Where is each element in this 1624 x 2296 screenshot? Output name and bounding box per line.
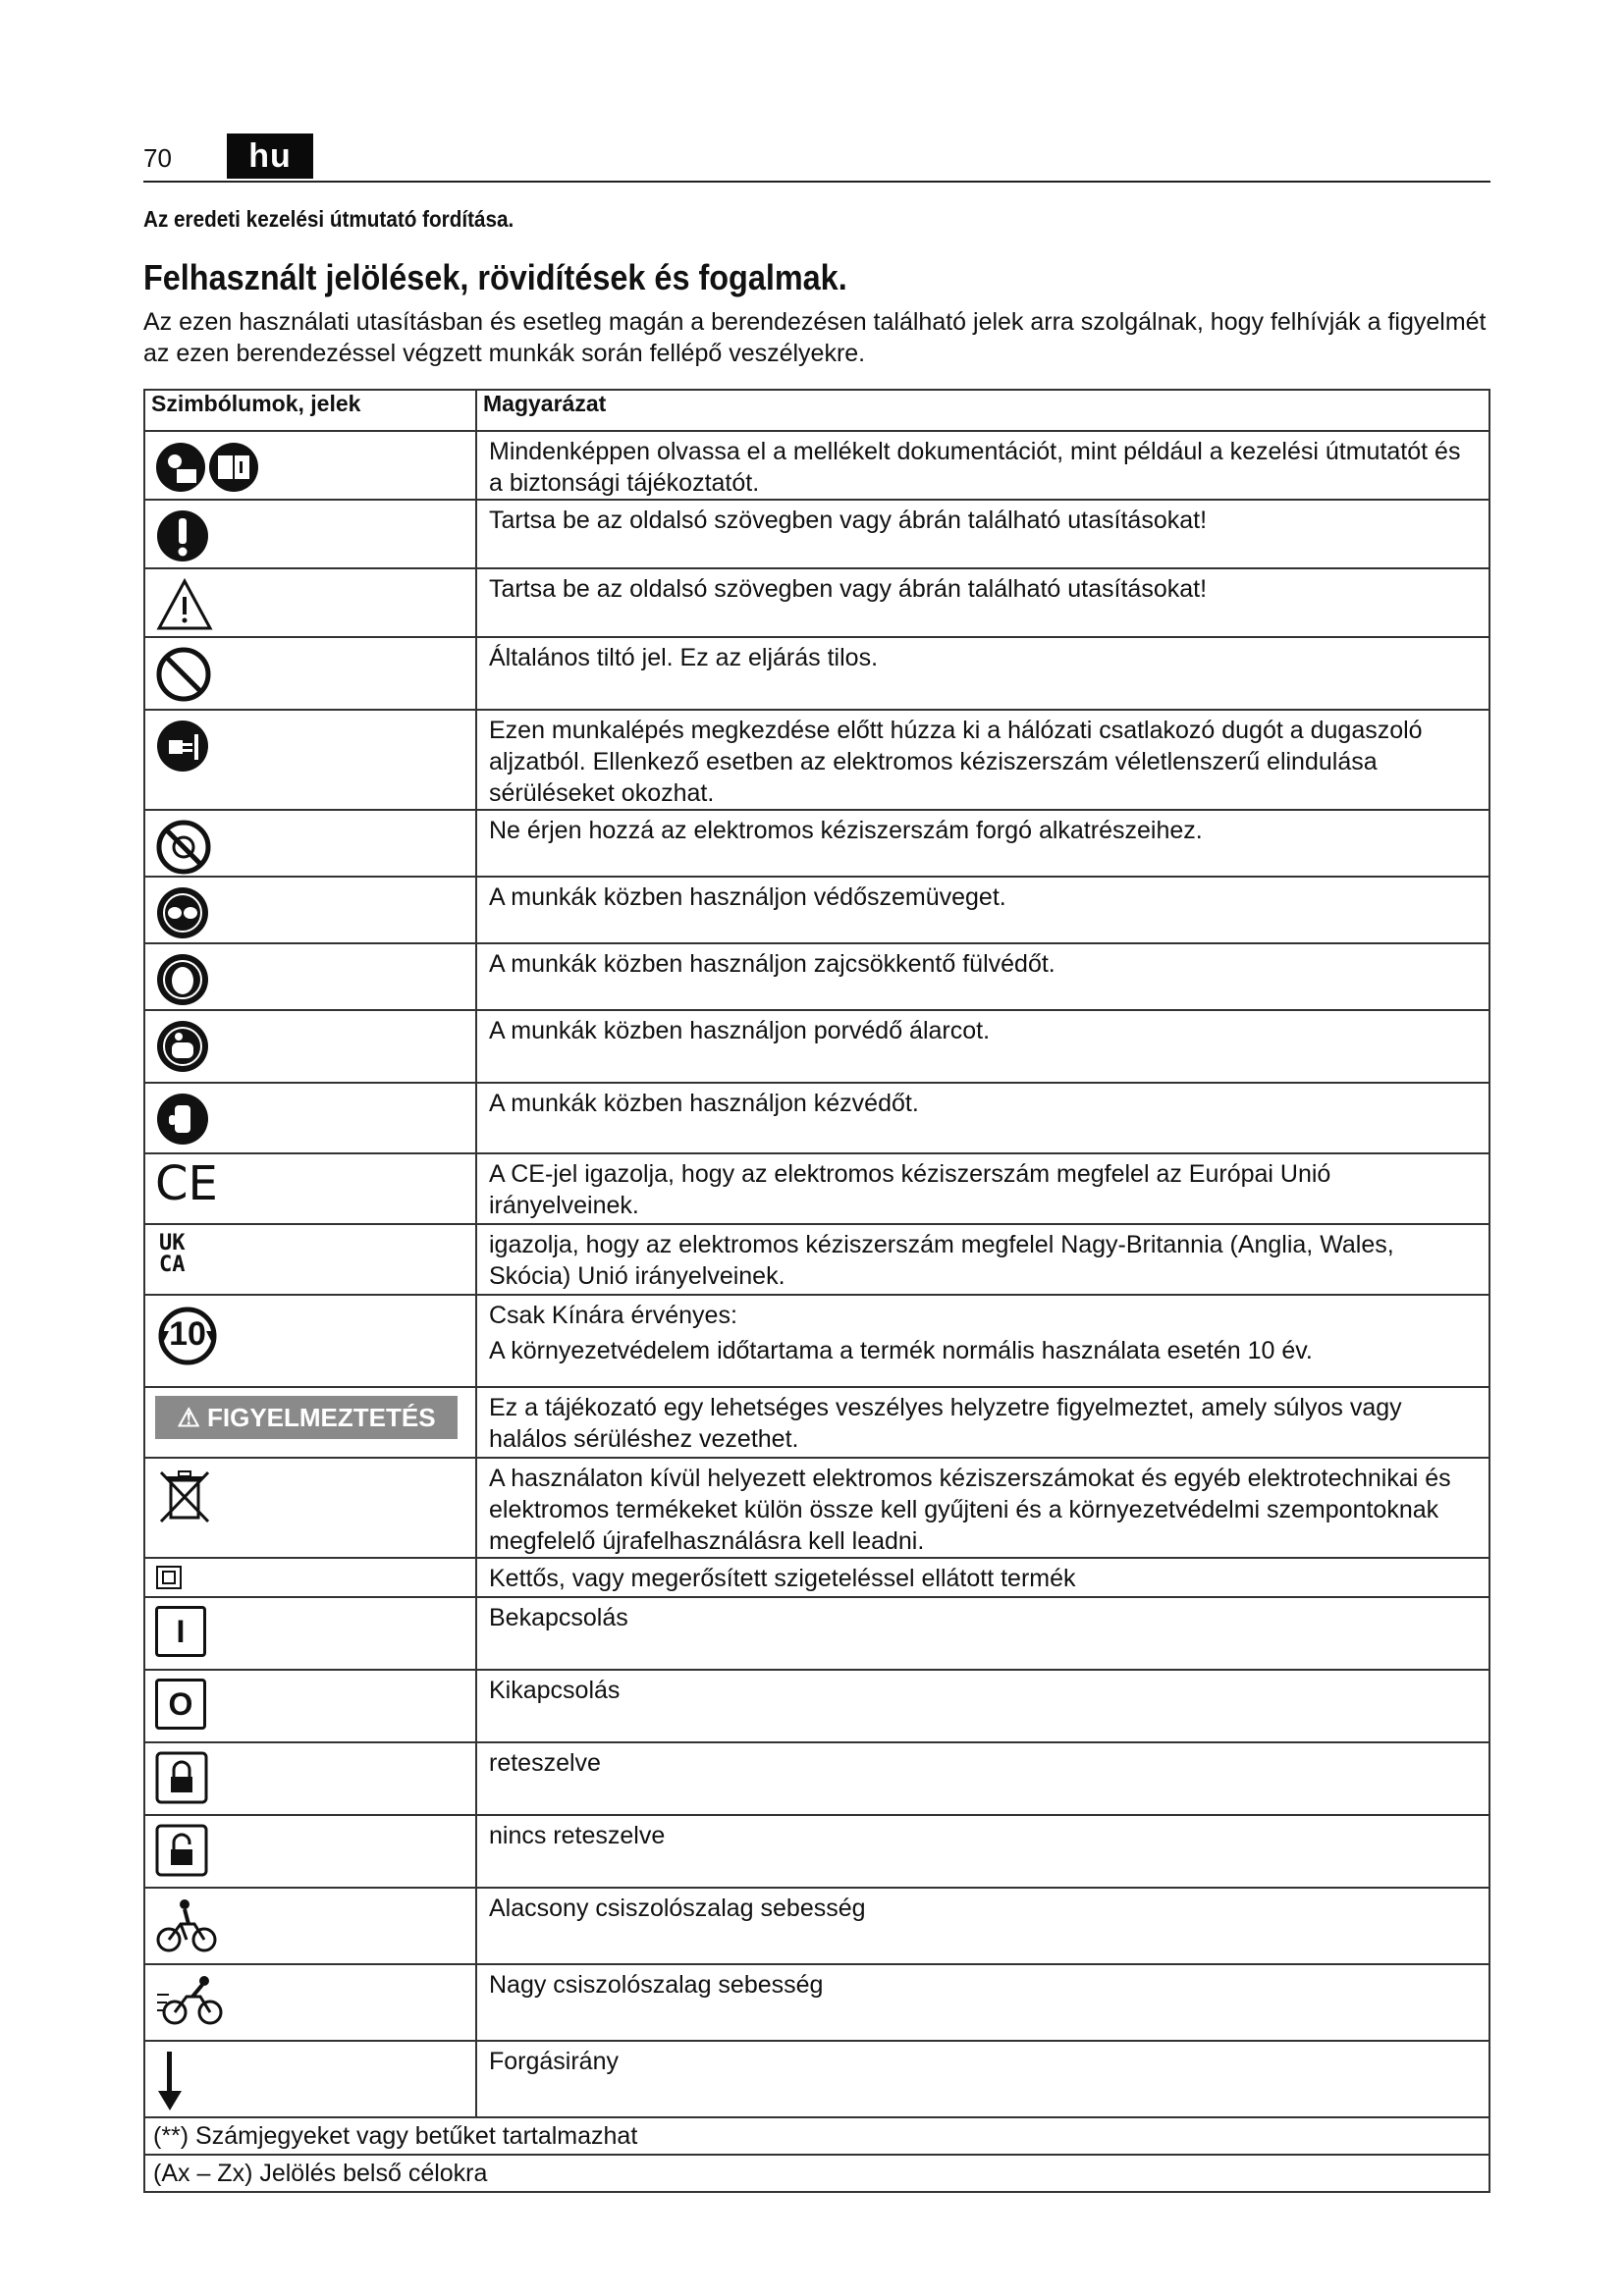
page-header <box>143 133 1490 183</box>
row-text: Tartsa be az oldalsó szövegben vagy ábrán található utasításokat! <box>476 500 1489 568</box>
power-off-label: O <box>168 1686 193 1722</box>
row-text: Nagy csiszolószalag sebesség <box>476 1964 1489 2041</box>
unplug-icon <box>155 719 475 774</box>
table-row <box>144 1558 1489 1597</box>
locked-icon <box>155 1751 475 1804</box>
china-10-years-icon <box>155 1304 220 1368</box>
language-tag: hu <box>227 133 313 179</box>
ce-mark-icon: CE <box>155 1156 218 1211</box>
table-row <box>144 431 1489 500</box>
table-row <box>144 1083 1489 1153</box>
uk-label: UK <box>159 1231 186 1255</box>
weee-bin-icon <box>155 1467 475 1527</box>
power-on-label: I <box>176 1614 186 1649</box>
row-text: Ezen munkalépés megkezdése előtt húzza ki a hálózati csatlakozó dugót a dugaszoló aljzatból. Ellenkező esetben az elektromos kéziszerszám véletlenszerű elindulása sérüléseket okozhat. <box>476 710 1489 810</box>
row-text: A munkák közben használjon zajcsökkentő fülvédőt. <box>476 943 1489 1010</box>
row-text: igazolja, hogy az elektromos kéziszerszám megfelel Nagy-Britannia (Anglia, Wales, Skócia) Unió irányelveinek. <box>476 1224 1489 1295</box>
table-row <box>144 943 1489 1010</box>
table-row <box>144 637 1489 710</box>
row-text: Alacsony csiszolószalag sebesség <box>476 1888 1489 1964</box>
ukca-mark-icon <box>159 1233 475 1276</box>
table-row <box>144 500 1489 568</box>
arrow-down-icon <box>155 2050 475 2112</box>
table-row <box>144 1010 1489 1083</box>
row-text: Forgásirány <box>476 2041 1489 2117</box>
warning-banner <box>155 1396 458 1439</box>
power-off-icon <box>155 1679 206 1730</box>
table-row <box>144 1224 1489 1295</box>
header-symbols: Szimbólumok, jelek <box>144 390 476 431</box>
table-row <box>144 568 1489 637</box>
row-text: A használaton kívül helyezett elektromos kéziszerszámokat és egyéb elektrotechnikai és elektromos termékeket külön össze kell gyűjteni és a környezetvédelmi szempontoknak megfelelő újrafelhasználásra kell leadni. <box>476 1458 1489 1558</box>
table-row <box>144 1458 1489 1558</box>
read-manual-icon <box>155 440 475 495</box>
ear-protection-icon <box>155 952 475 1007</box>
goggles-icon <box>155 885 475 940</box>
footnote: (Ax – Zx) Jelölés belső célokra <box>144 2155 1489 2192</box>
row-text: Bekapcsolás <box>476 1597 1489 1670</box>
row-text: Általános tiltó jel. Ez az eljárás tilos. <box>476 637 1489 710</box>
table-row <box>144 1964 1489 2041</box>
table-row <box>144 810 1489 877</box>
power-on-icon <box>155 1606 206 1657</box>
gloves-icon <box>155 1092 475 1147</box>
row-text: Mindenképpen olvassa el a mellékelt dokumentációt, mint például a kezelési útmutatót és a biztonsági tájékoztatót. <box>476 431 1489 500</box>
warning-triangle-small-icon: ⚠ <box>177 1403 207 1432</box>
dust-mask-icon <box>155 1019 475 1074</box>
unlocked-icon <box>155 1824 475 1877</box>
double-insulation-icon <box>155 1565 475 1590</box>
warning-triangle-icon <box>155 577 475 632</box>
header-explanation: Magyarázat <box>476 390 1489 431</box>
row-text: Kikapcsolás <box>476 1670 1489 1742</box>
table-row <box>144 1153 1489 1224</box>
table-row <box>144 877 1489 943</box>
row-text: reteszelve <box>476 1742 1489 1815</box>
page-number: 70 <box>143 143 172 173</box>
table-footnote-row <box>144 2155 1489 2192</box>
row-text-block <box>476 1295 1489 1387</box>
table-footnote-row <box>144 2117 1489 2155</box>
table-row <box>144 1387 1489 1458</box>
footnote: (**) Számjegyeket vagy betűket tartalmazhat <box>144 2117 1489 2155</box>
prohibition-icon <box>155 646 475 703</box>
table-row <box>144 710 1489 810</box>
warning-banner-label: FIGYELMEZTETÉS <box>206 1403 436 1432</box>
exclamation-icon <box>155 508 475 563</box>
row-text: nincs reteszelve <box>476 1815 1489 1888</box>
table-header-row <box>144 390 1489 431</box>
fast-bike-icon <box>155 1973 475 2032</box>
row-text: A munkák közben használjon porvédő álarcot. <box>476 1010 1489 1083</box>
row-text: Ez a tájékozató egy lehetséges veszélyes helyzetre figyelmeztet, amely súlyos vagy halálos sérüléshez vezethet. <box>476 1387 1489 1458</box>
row-text: A munkák közben használjon kézvédőt. <box>476 1083 1489 1153</box>
translation-note: Az eredeti kezelési útmutató fordítása. <box>143 206 514 232</box>
no-touch-rotating-icon <box>155 819 475 876</box>
table-row <box>144 1295 1489 1387</box>
table-row <box>144 1815 1489 1888</box>
ten-years-label: 10 <box>169 1315 206 1353</box>
table-row <box>144 1888 1489 1964</box>
ca-label: CA <box>159 1253 186 1277</box>
table-row <box>144 1742 1489 1815</box>
row-text: Csak Kínára érvényes: <box>489 1302 737 1329</box>
table-row <box>144 2041 1489 2117</box>
symbols-table <box>143 389 1490 2193</box>
row-text: A munkák közben használjon védőszemüveget. <box>476 877 1489 943</box>
row-text: Tartsa be az oldalsó szövegben vagy ábrán található utasításokat! <box>476 568 1489 637</box>
row-text-2: A környezetvédelem időtartama a termék normális használata esetén 10 év. <box>489 1337 1313 1364</box>
table-row <box>144 1597 1489 1670</box>
slow-bike-icon <box>155 1896 475 1955</box>
table-row <box>144 1670 1489 1742</box>
row-text: Ne érjen hozzá az elektromos kéziszerszám forgó alkatrészeihez. <box>476 810 1489 877</box>
row-text: Kettős, vagy megerősített szigeteléssel ellátott termék <box>476 1558 1489 1597</box>
intro-paragraph: Az ezen használati utasításban és esetleg magán a berendezésen található jelek arra szolgálnak, hogy felhívják a figyelmét az ezen berendezéssel végzett munkák során fellépő veszélyekre. <box>143 308 1487 367</box>
page-title: Felhasznált jelölések, rövidítések és fogalmak. <box>143 257 847 297</box>
row-text: A CE-jel igazolja, hogy az elektromos kéziszerszám megfelel az Európai Unió irányelveinek. <box>476 1153 1489 1224</box>
